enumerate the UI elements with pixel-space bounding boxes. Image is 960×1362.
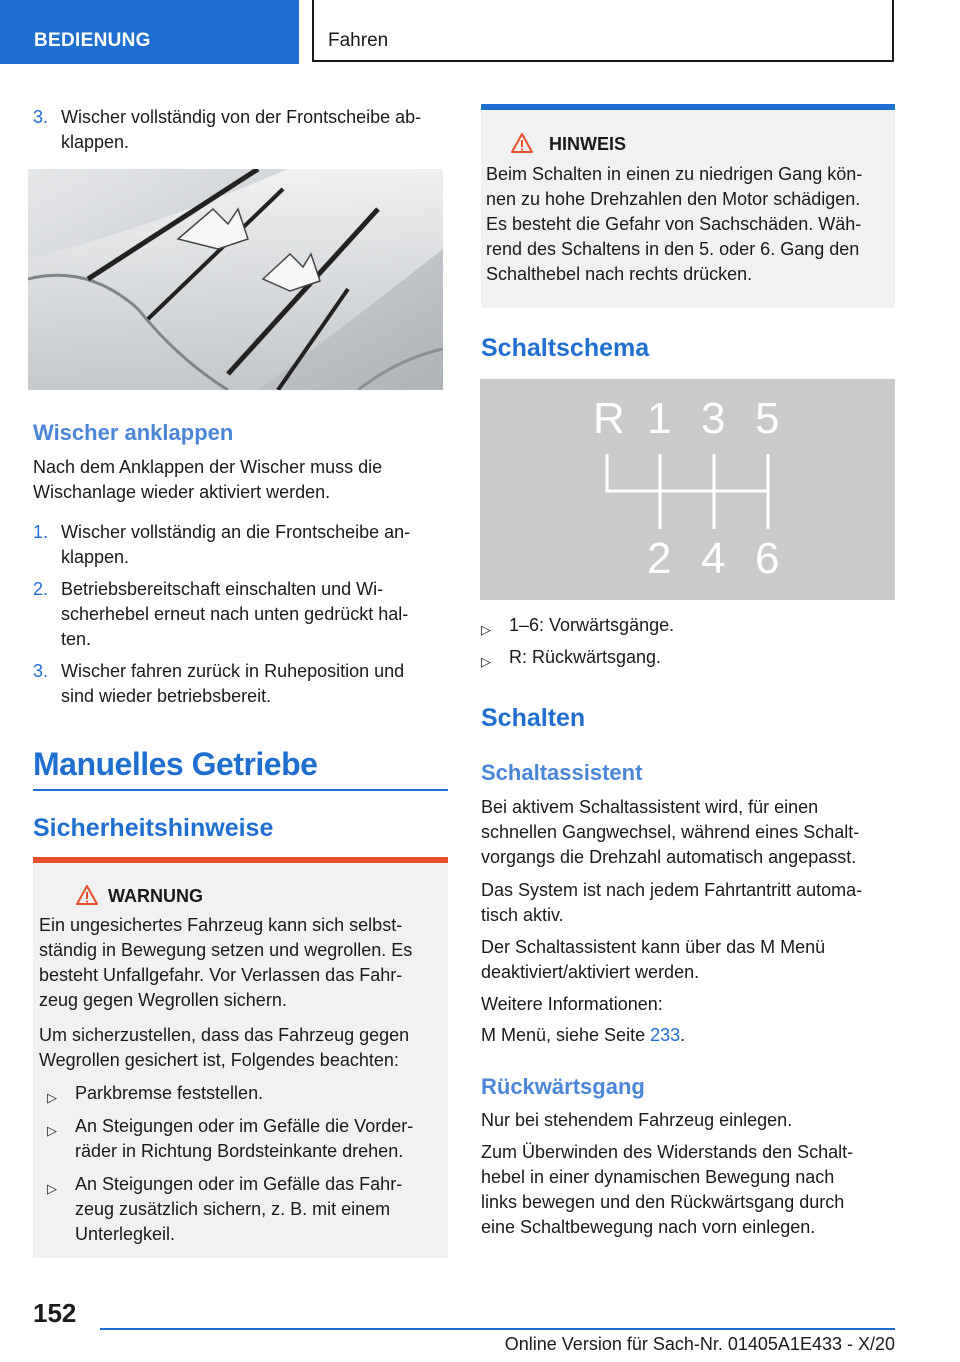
warning-triangle-icon xyxy=(75,884,99,906)
assist-line: schnellen Gangwechsel, während eines Schalt- xyxy=(481,822,860,842)
assist-paragraph: Weitere Informationen: xyxy=(481,994,663,1014)
header-chapter-label: Fahren xyxy=(328,30,389,51)
step-text xyxy=(61,659,451,709)
heading-rule xyxy=(33,789,448,791)
step-text-line: ten. xyxy=(61,629,92,649)
intro-line: Wischanlage wieder aktiviert werden. xyxy=(33,482,331,502)
assist-paragraph xyxy=(481,878,895,928)
warning-triangle-icon xyxy=(510,132,534,154)
assist-line: Bei aktivem Schaltassistent wird, für einen xyxy=(481,797,819,817)
reverse-line: links bewegen und den Rückwärtsgang durch xyxy=(481,1192,845,1212)
assist-line: tisch aktiv. xyxy=(481,905,564,925)
note-line: nen zu hohe Drehzahlen den Motor schädigen. xyxy=(486,189,861,209)
bullet-text: R: Rückwärtsgang. xyxy=(509,647,662,667)
step-text-line: scherhebel erneut nach unten gedrückt hal- xyxy=(61,604,409,624)
shift-pattern-lines xyxy=(480,379,895,600)
windshield-wiper-image xyxy=(28,169,443,390)
warning-line: besteht Unfallgefahr. Vor Verlassen das Fahr- xyxy=(39,965,403,985)
heading-wiper: Wischer anklappen xyxy=(33,420,234,445)
triangle-bullet-icon: ▷ xyxy=(47,1181,57,1196)
assist-paragraph xyxy=(481,795,895,870)
step-number: 3. xyxy=(33,107,49,127)
triangle-bullet-icon: ▷ xyxy=(481,654,491,669)
footer-online-version: Online Version für Sach-Nr. 01405A1E433 - X/20 xyxy=(504,1334,895,1354)
reference-text: . xyxy=(680,1025,686,1045)
shift-pattern-graphic xyxy=(480,379,895,600)
gear-label-2: 2 xyxy=(647,534,672,583)
heading-manual-gearbox: Manuelles Getriebe xyxy=(33,746,318,782)
header-section-label: BEDIENUNG xyxy=(34,30,151,51)
triangle-bullet-icon: ▷ xyxy=(47,1123,57,1138)
warning-line: Um sicherzustellen, dass das Fahrzeug gegen xyxy=(39,1025,410,1045)
reference-text: M Menü, siehe Seite xyxy=(481,1025,651,1045)
assist-reference xyxy=(481,1023,895,1048)
step-text-line: Betriebsbereitschaft einschalten und Wi- xyxy=(61,579,384,599)
note-line: Beim Schalten in einen zu niedrigen Gang kön- xyxy=(486,164,863,184)
bullet-line: räder in Richtung Bordsteinkante drehen. xyxy=(75,1141,404,1161)
note-line: rend des Schaltens in den 5. oder 6. Gang den xyxy=(486,239,860,259)
step-text-line: Wischer fahren zurück in Ruheposition und xyxy=(61,661,405,681)
warning-line: ständig in Bewegung setzen und wegrollen. Es xyxy=(39,940,413,960)
header-chapter-tab xyxy=(312,0,894,62)
bullet-text xyxy=(75,1081,263,1106)
wiper-illustration xyxy=(28,169,443,390)
page-link[interactable]: 233 xyxy=(650,1025,681,1045)
bullet-text xyxy=(75,1114,445,1164)
step-text-line: Wischer vollständig an die Frontscheibe an- xyxy=(61,522,411,542)
note-line: Es besteht die Gefahr von Sachschäden. Wäh- xyxy=(486,214,862,234)
heading-shift-pattern: Schaltschema xyxy=(481,334,650,362)
note-line: Schalthebel nach rechts drücken. xyxy=(486,264,753,284)
heading-shift-assistant: Schaltassistent xyxy=(481,760,643,785)
intro-paragraph xyxy=(33,455,448,505)
step-text xyxy=(61,520,451,570)
bullet-line: zeug zusätzlich sichern, z. B. mit einem xyxy=(75,1199,391,1219)
heading-reverse-gear: Rückwärtsgang xyxy=(481,1074,645,1099)
reverse-line: Zum Überwinden des Widerstands den Schalt- xyxy=(481,1142,854,1162)
gear-label-5: 5 xyxy=(755,394,780,443)
bullet-line: Parkbremse feststellen. xyxy=(75,1083,264,1103)
warning-box xyxy=(33,863,448,1258)
warning-paragraph xyxy=(39,1023,444,1073)
assist-line: deaktiviert/aktiviert werden. xyxy=(481,962,700,982)
assist-line: Der Schaltassistent kann über das M Menü xyxy=(481,937,826,957)
step-number: 3. xyxy=(33,661,49,681)
step-text-line: Wischer vollständig von der Frontscheibe ab- xyxy=(61,107,422,127)
warning-line: Wegrollen gesichert ist, Folgendes beachten: xyxy=(39,1050,399,1070)
assist-paragraph xyxy=(481,935,895,985)
bullet-line: An Steigungen oder im Gefälle die Vorder- xyxy=(75,1116,414,1136)
bullet-text: 1–6: Vorwärtsgänge. xyxy=(509,615,675,635)
assist-line: vorgangs die Drehzahl automatisch angepasst. xyxy=(481,847,857,867)
reverse-line: hebel in einer dynamischen Bewegung nach xyxy=(481,1167,835,1187)
footer-rule xyxy=(100,1328,895,1330)
page-number: 152 xyxy=(33,1298,77,1328)
header-section-tab xyxy=(0,0,299,64)
warning-line: Ein ungesichertes Fahrzeug kann sich selbst- xyxy=(39,915,403,935)
warning-paragraph xyxy=(39,913,444,1013)
gear-label-4: 4 xyxy=(701,534,726,583)
step-text-line: klappen. xyxy=(61,132,130,152)
bullet-line: An Steigungen oder im Gefälle das Fahr- xyxy=(75,1174,403,1194)
bullet-text xyxy=(75,1172,445,1247)
step-number: 2. xyxy=(33,579,49,599)
triangle-bullet-icon: ▷ xyxy=(481,622,491,637)
note-paragraph xyxy=(486,162,891,287)
warning-title: WARNUNG xyxy=(108,886,203,906)
step-text-line: sind wieder betriebsbereit. xyxy=(61,686,272,706)
assist-line: Das System ist nach jedem Fahrtantritt automa- xyxy=(481,880,863,900)
step-text-line: klappen. xyxy=(61,547,130,567)
heading-safety: Sicherheitshinweise xyxy=(33,814,274,842)
bullet-line: Unterlegkeil. xyxy=(75,1224,176,1244)
intro-line: Nach dem Anklappen der Wischer muss die xyxy=(33,457,383,477)
gear-label-r: R xyxy=(593,394,625,443)
step-number: 1. xyxy=(33,522,49,542)
gear-label-1: 1 xyxy=(647,394,672,443)
warning-line: zeug gegen Wegrollen sichern. xyxy=(39,990,287,1010)
heading-shifting: Schalten xyxy=(481,704,586,732)
reverse-paragraph: Nur bei stehendem Fahrzeug einlegen. xyxy=(481,1110,793,1130)
gear-label-6: 6 xyxy=(755,534,780,583)
step-text xyxy=(61,105,451,155)
step-text xyxy=(61,577,451,652)
reverse-paragraph xyxy=(481,1140,895,1240)
note-box xyxy=(481,110,895,308)
reverse-line: eine Schaltbewegung nach vorn einlegen. xyxy=(481,1217,816,1237)
triangle-bullet-icon: ▷ xyxy=(47,1090,57,1105)
gear-label-3: 3 xyxy=(701,394,726,443)
note-title: HINWEIS xyxy=(549,134,627,154)
